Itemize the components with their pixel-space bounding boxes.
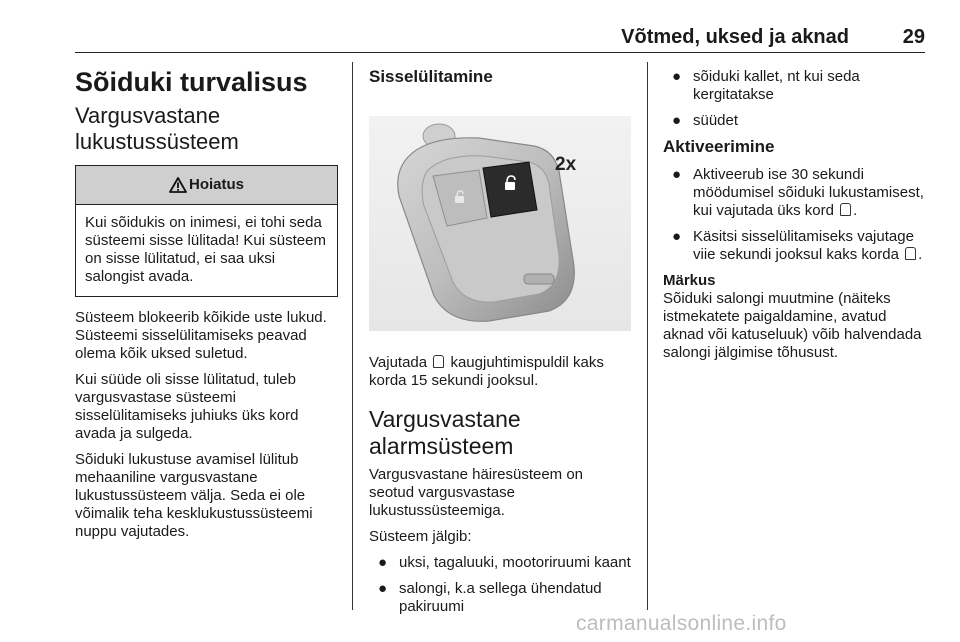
chapter-title: Võtmed, uksed ja aknad [621,26,849,48]
section-heading: Sõiduki turvalisus [75,67,308,97]
paragraph: Sõiduki lukustuse avamisel lülitub mehaaniline vargusvastane lukustussüsteem välja. Seda ei ole võimalik teha kesklukustussüsteemi nuppu vajutades. [75,451,313,540]
monitored-list [369,554,631,616]
list-item: ● uksi, tagaluuki, mootoriruumi kaant [378,554,631,571]
column-divider-1 [352,62,353,610]
subsection-heading [75,103,337,155]
list-item: ● Aktiveerub ise 30 sekundi möödumisel sõiduki lukustamisest, kui vajutada üks kord . [672,166,924,219]
activation-heading: Aktiveerimine [663,137,775,156]
alarm-heading-line2: alarmsüsteem [369,433,514,459]
activation-heading: Sisselülitamine [369,67,493,86]
subsection-heading-line1: Vargusvastane [75,103,221,128]
page-header [75,24,925,53]
paragraph: Kui süüde oli sisse lülitatud, tuleb vargusvastase süsteemi sisselülitamiseks juhiuks üks kord avada ja sulgeda. [75,371,299,442]
paragraph: Vargusvastane häiresüsteem on seotud vargusvastase lukustussüsteemiga. [369,466,584,519]
monitored-list-continued [663,68,925,130]
warning-title: Hoiatus [188,176,244,193]
key-fob-illustration [369,116,631,331]
press-count-label: 2x [555,154,577,175]
note-body: Sõiduki salongi muutmine (näiteks istmekatete paigaldamine, avatud aknad või katuseluuk) võib halvendada salongi jälgimise tõhusust. [663,290,922,361]
alarm-heading-line1: Vargusvastane [369,406,521,432]
warning-header [76,166,337,205]
caption-text-after: kaugjuhtimispuldil kaks korda 15 sekundi jooksul. [369,354,604,389]
image-caption [369,354,631,390]
caption-text-before: Vajutada [369,354,428,371]
column-3 [663,62,925,370]
column-divider-2 [647,62,648,610]
column-2 [369,62,631,624]
warning-triangle-icon [169,177,187,193]
paragraph: Süsteem jälgib: [369,528,472,545]
column-1 [75,62,337,549]
lock-button-icon [905,247,916,260]
page-number: 29 [902,26,925,48]
list-item: ● salongi, k.a sellega ühendatud pakiruumi [378,580,602,615]
subsection-heading-line2: lukustussüsteem [75,129,239,154]
note-title: Märkus [663,272,716,289]
warning-box [75,165,338,297]
alarm-heading [369,406,631,460]
lock-button-icon [840,203,851,216]
list-item: ● süüdet [672,112,739,129]
activation-list [663,166,925,264]
footer-watermark: carmanualsonline.info [576,612,787,635]
paragraph: Süsteem blokeerib kõikide uste lukud. Süsteemi sisselülitamiseks peavad olema kõik uksed suletud. [75,309,327,362]
list-item: ● Käsitsi sisselülitamiseks vajutage viie sekundi jooksul kaks korda . [672,228,923,263]
warning-body: Kui sõidukis on inimesi, ei tohi seda süsteemi sisse lülitada! Kui süsteem on sisse lülitatud, ei saa uksi salongist avada. [85,214,326,285]
list-item: ● sõiduki kallet, nt kui seda kergitatakse [672,68,860,103]
lock-button-icon [433,355,444,368]
